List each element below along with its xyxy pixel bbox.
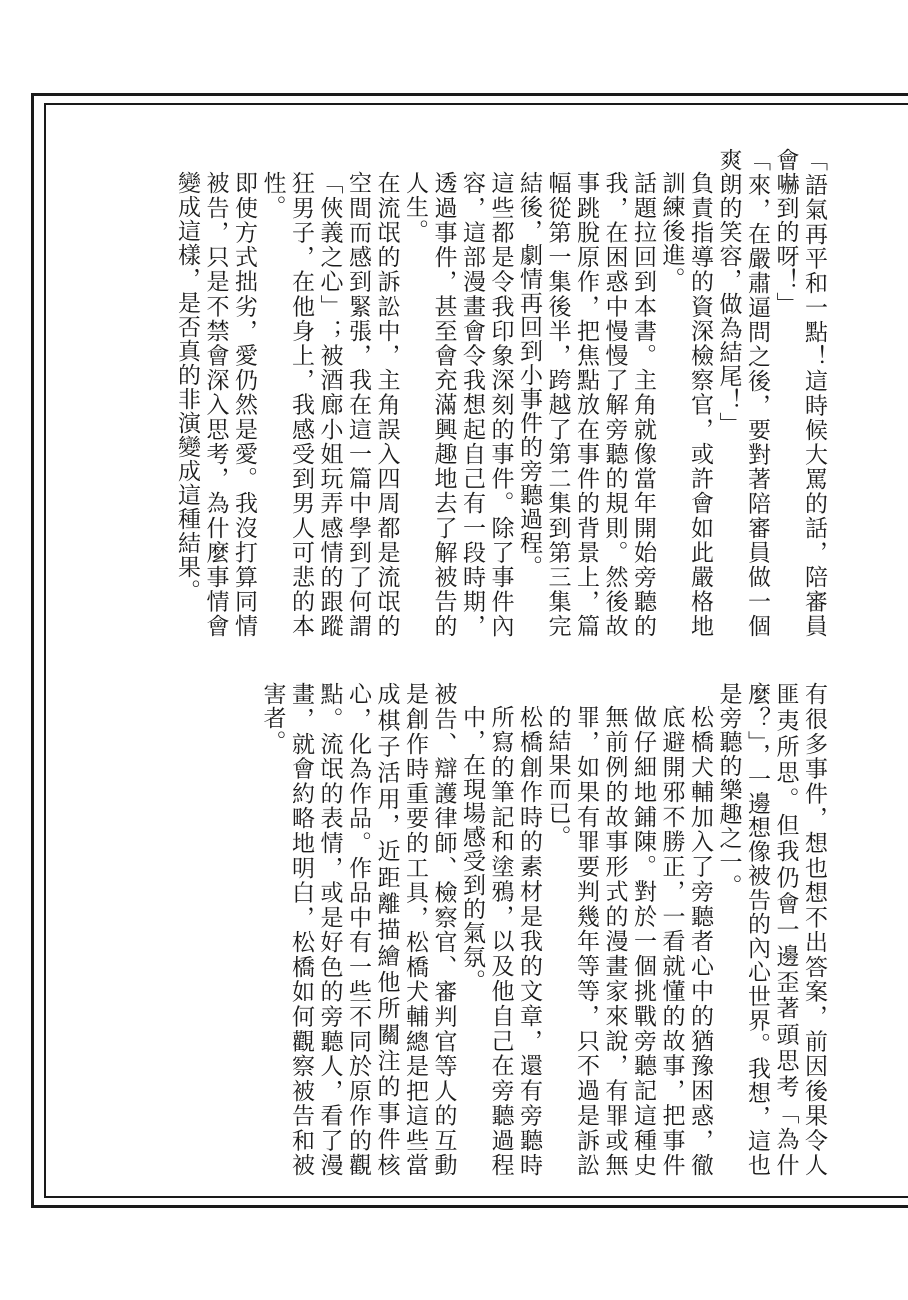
paragraph: 負責指導的資深檢察官，或許會如此嚴格地訓練後進。	[658, 171, 713, 638]
paragraph: 「來，在嚴肅逼問之後，要對著陪審員做一個爽朗的笑容，做為結尾！」	[715, 148, 770, 638]
paragraph: 即使方式拙劣，愛仍然是愛。我沒打算同情被告，只是不禁會深入思考，為什麼事情會變成這樣，是否真的非演變成這種結果。	[174, 171, 257, 638]
paragraph: 這些都是令我印象深刻的事件。除了事件內容，這部漫畫會令我想起自己有一段時期，透過事件，甚至會充滿興趣地去了解被告的人生。	[402, 171, 514, 638]
upper-text-block	[138, 148, 828, 638]
paragraph: 被告、辯護律師、檢察官、審判官等人的互動是創作時重要的工具，松橋犬輔總是把這些當成棋子活用，近距離描繪他所關注的事件核心，化為作品。作品中有一些不同於原作的觀點。流氓的表情，或是好色的旁聽人，看了漫畫，就會約略地明白，松橋如何觀察被告和被害者。	[259, 682, 457, 1177]
paragraph: 松橋犬輔加入了旁聽者心中的猶豫困惑，徹底避開邪不勝正，一看就懂的故事，把事件做仔細地鋪陳。對於一個挑戰旁聽記這種史無前例的故事形式的漫畫家來說，有罪或無罪，如果有罪要判幾年等等，只不過是訴訟的結果而已。	[544, 705, 713, 1177]
paragraph: 話題拉回到本書。主角就像當年開始旁聽的我，在困惑中慢慢了解旁聽的規則。然後故事跳脫原作，把焦點放在事件的背景上，篇幅從第一集後半，跨越了第二集到第三集完結後，劇情再回到小事件的旁聽過程。	[516, 171, 656, 638]
paragraph: 有很多事件，想也想不出答案，前因後果令人匪夷所思。但我仍會一邊歪著頭思考「為什麼？」，一邊想像被告的內心世界。我想，這也是旁聽的樂趣之一。	[715, 682, 827, 1177]
paragraph: 松橋創作時的素材是我的文章，還有旁聽時所寫的筆記和塗鴉，以及他自己在旁聽過程中，在現場感受到的氣氛。	[459, 705, 542, 1177]
lower-text-block	[178, 682, 828, 1177]
paragraph: 「語氣再平和一點！這時候大罵的話，陪審員會嚇到的呀！」	[772, 148, 827, 638]
paragraph: 在流氓的訴訟中，主角誤入四周都是流氓的空間而感到緊張，我在這一篇中學到了何謂「俠義之心」；被酒廊小姐玩弄感情的跟蹤狂男子，在他身上，我感受到男人可悲的本性。	[259, 171, 400, 638]
